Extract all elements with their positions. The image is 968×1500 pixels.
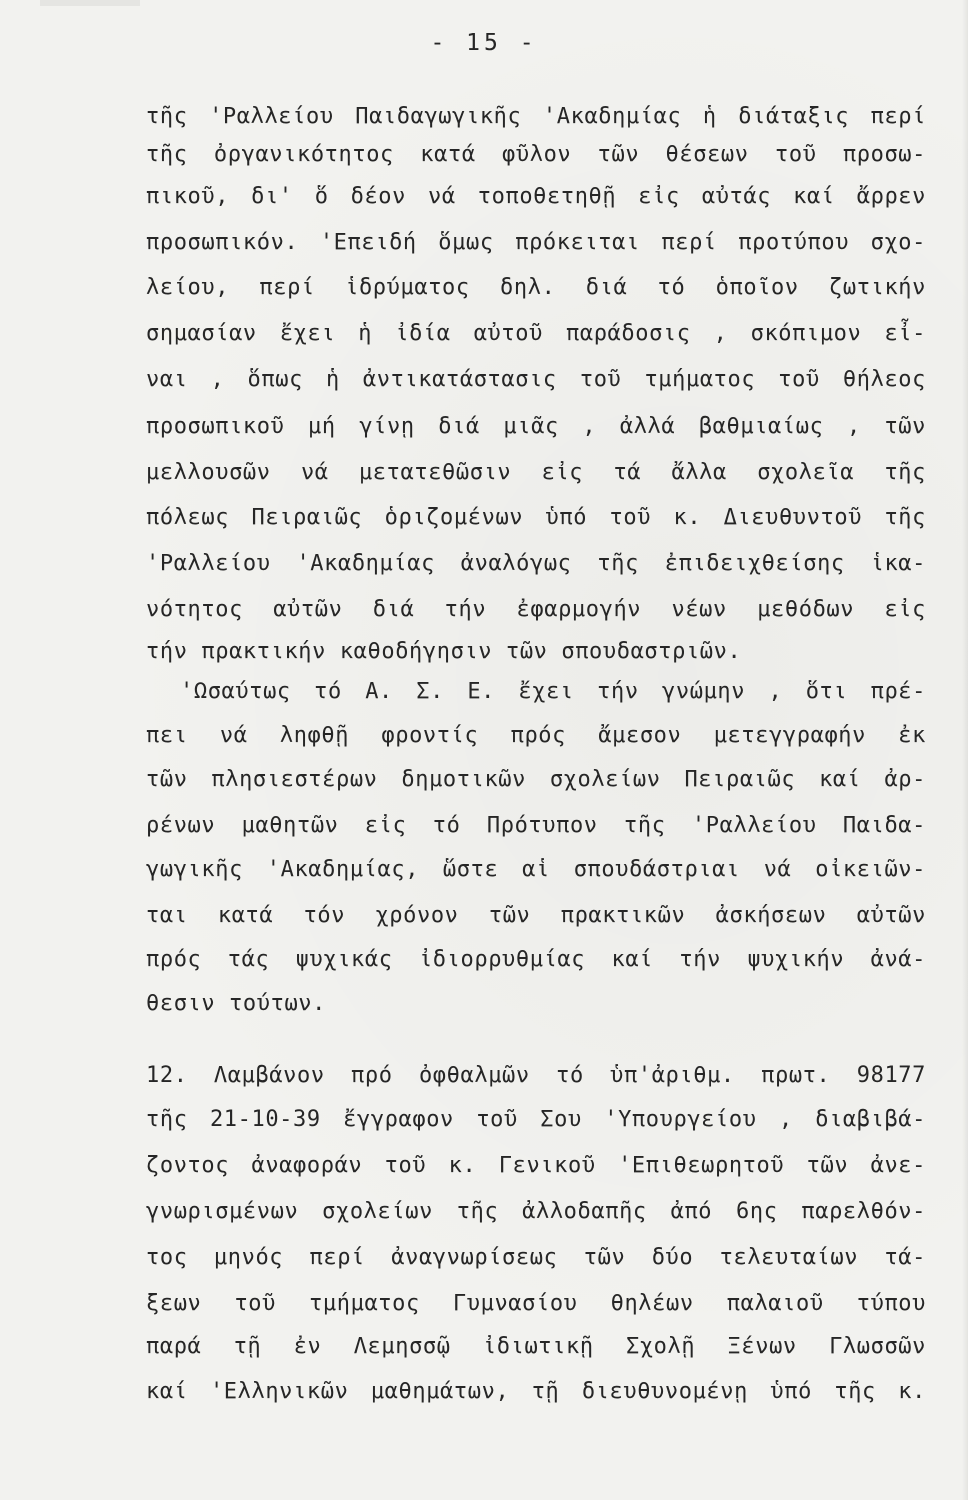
scan-edge-right bbox=[962, 0, 968, 1500]
text-line: ται κατά τόν χρόνον τῶν πρακτικῶν ἀσκήσεων αὐτῶν bbox=[146, 903, 926, 928]
text-line: τῶν πλησιεστέρων δημοτικῶν σχολείων Πειραιῶς καί ἀρ- bbox=[146, 767, 926, 792]
text-line: πει νά ληφθῇ φροντίς πρός ἄμεσον μετεγγραφήν ἐκ bbox=[146, 723, 926, 748]
text-line: προσωπικόν. 'Επειδή ὅμως πρόκειται περί προτύπου σχο- bbox=[146, 230, 926, 255]
numbered-item-line: 12. Λαμβάνον πρό ὀφθαλμῶν τό ὑπ'ἀριθμ. πρωτ. 98177 bbox=[146, 1063, 926, 1088]
text-line: ναι , ὅπως ἡ ἀντικατάστασις τοῦ τμήματος τοῦ θήλεος bbox=[146, 367, 926, 392]
text-line: μελλουσῶν νά μετατεθῶσιν εἰς τά ἄλλα σχολεῖα τῆς bbox=[146, 460, 926, 485]
text-line: γνωρισμένων σχολείων τῆς ἀλλοδαπῆς ἀπό 6ης παρελθόν- bbox=[146, 1199, 926, 1224]
text-line: τῆς ὀργανικότητος κατά φῦλον τῶν θέσεων τοῦ προσω- bbox=[146, 142, 926, 167]
text-line: νότητος αὐτῶν διά τήν ἐφαρμογήν νέων μεθόδων εἰς bbox=[146, 597, 926, 622]
text-line: ρένων μαθητῶν εἰς τό Πρότυπον τῆς 'Ραλλείου Παιδα- bbox=[146, 813, 926, 838]
text-line: 'Ραλλείου 'Ακαδημίας ἀναλόγως τῆς ἐπιδειχθείσης ἱκα- bbox=[146, 551, 926, 576]
text-line: τος μηνός περί ἀναγνωρίσεως τῶν δύο τελευταίων τά- bbox=[146, 1245, 926, 1270]
text-line: καί 'Ελληνικῶν μαθημάτων, τῇ διευθυνομένῃ ὑπό τῆς κ. bbox=[146, 1379, 926, 1404]
paragraph-start-line: 'Ωσαύτως τό Α. Σ. Ε. ἔχει τήν γνώμην , ὅτι πρέ- bbox=[180, 679, 926, 704]
text-line: ζοντος ἀναφοράν τοῦ κ. Γενικοῦ 'Επιθεωρητοῦ τῶν ἀνε- bbox=[146, 1153, 926, 1178]
text-line: τῆς 21-10-39 ἔγγραφον τοῦ Σου 'Υπουργείου , διαβιβά- bbox=[146, 1107, 926, 1132]
text-line: τήν πρακτικήν καθοδήγησιν τῶν σπουδαστριῶν. bbox=[146, 639, 742, 664]
text-line: παρά τῇ ἐν Λεμησσῷ ἰδιωτικῇ Σχολῇ Ξένων Γλωσσῶν bbox=[146, 1334, 926, 1359]
text-line: θεσιν τούτων. bbox=[146, 991, 326, 1016]
page-number: - 15 - bbox=[430, 30, 538, 56]
text-line: τῆς 'Ραλλείου Παιδαγωγικῆς 'Ακαδημίας ἡ διάταξις περί bbox=[146, 104, 926, 129]
text-line: ξεων τοῦ τμήματος Γυμνασίου θηλέων παλαιοῦ τύπου bbox=[146, 1291, 926, 1316]
text-line: πρός τάς ψυχικάς ἰδιορρυθμίας καί τήν ψυχικήν ἀνά- bbox=[146, 947, 926, 972]
text-line: πικοῦ, δι' ὅ δέον νά τοποθετηθῇ εἰς αὐτάς καί ἄρρεν bbox=[146, 184, 926, 209]
scan-edge-top bbox=[40, 0, 140, 6]
text-line: προσωπικοῦ μή γίνῃ διά μιᾶς , ἀλλά βαθμιαίως , τῶν bbox=[146, 414, 926, 439]
text-line: πόλεως Πειραιῶς ὁριζομένων ὑπό τοῦ κ. Διευθυντοῦ τῆς bbox=[146, 505, 926, 530]
text-line: γωγικῆς 'Ακαδημίας, ὥστε αἱ σπουδάστριαι νά οἰκειῶν- bbox=[146, 857, 926, 882]
text-line: λείου, περί ἱδρύματος δηλ. διά τό ὁποῖον ζωτικήν bbox=[146, 275, 926, 300]
text-line: σημασίαν ἔχει ἡ ἰδία αὐτοῦ παράδοσις , σκόπιμον εἶ- bbox=[146, 321, 926, 346]
